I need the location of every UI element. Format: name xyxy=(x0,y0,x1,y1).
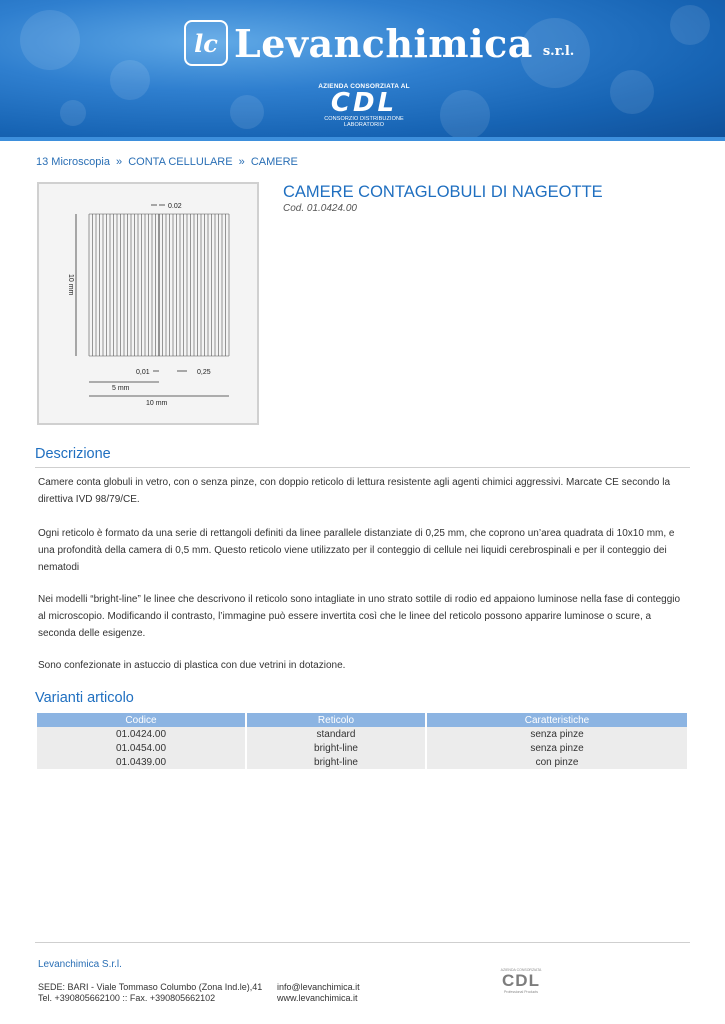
label-d: 10 mm xyxy=(146,400,168,407)
product-code: Cod. 01.0424.00 xyxy=(283,203,357,214)
banner-underline xyxy=(0,137,725,141)
consortium-top-text: AZIENDA CONSORZIATA AL xyxy=(318,83,410,90)
product-image xyxy=(37,182,259,425)
table-header-row xyxy=(37,713,687,727)
table-cell-code: 01.0424.00 xyxy=(37,727,245,741)
product-title: CAMERE CONTAGLOBULI DI NAGEOTTE xyxy=(283,183,603,201)
description-paragraph: Camere conta globuli in vetro, con o senza pinze, con doppio reticolo di lettura resistente agli agenti chimici aggressivi. Marcate CE secondo la direttiva IVD 98/79/CE. xyxy=(38,477,671,505)
decor-bubble xyxy=(110,60,150,100)
decor-bubble xyxy=(60,100,86,126)
breadcrumb-separator: » xyxy=(116,156,123,168)
breadcrumb-link-microscopia[interactable]: 13 Microscopia xyxy=(36,156,110,168)
footer-email-link[interactable]: info@levanchimica.it xyxy=(277,982,360,992)
breadcrumb-separator: » xyxy=(238,156,245,168)
footer-logo-text: CDL xyxy=(502,971,540,990)
table-cell-reticolo: bright-line xyxy=(247,755,425,769)
decor-bubble xyxy=(440,90,490,140)
header-banner xyxy=(0,0,725,140)
table-row xyxy=(37,727,687,741)
description-heading: Descrizione xyxy=(35,446,111,462)
footer-logo-top: AZIENDA CONSORZIATA xyxy=(500,968,542,972)
table-cell-features: senza pinze xyxy=(427,727,687,741)
column-header-caratteristiche: Caratteristiche xyxy=(427,713,687,727)
decor-bubble xyxy=(20,10,80,70)
table-row xyxy=(37,755,687,769)
table-row xyxy=(37,741,687,755)
table-cell-reticolo: bright-line xyxy=(247,741,425,755)
decor-bubble xyxy=(230,95,264,129)
label-top: 0.02 xyxy=(168,203,182,210)
company-logo[interactable] xyxy=(184,20,574,66)
label-b: 0,25 xyxy=(197,369,211,376)
description-paragraph: Ogni reticolo è formato da una serie di rettangoli definiti da linee parallele distanziate di 0,25 mm, che coprono un’area quadrata di 10x10 mm, e una profondità della camera di 0,5 mm. Questo reticolo viene utilizzato per il conteggio di cellule nei liquidi cerebrospinali e per il conteggio dei nematodi xyxy=(38,528,675,573)
consortium-logo xyxy=(316,83,412,128)
footer-company-name: Levanchimica S.r.l. xyxy=(38,959,122,970)
variants-heading: Varianti articolo xyxy=(35,690,134,706)
breadcrumb-link-conta-cellulare[interactable]: CONTA CELLULARE xyxy=(128,156,233,168)
grid-diagram xyxy=(39,184,257,423)
footer-cdl-logo xyxy=(498,968,544,994)
footer-website-link[interactable]: www.levanchimica.it xyxy=(277,993,358,1003)
consortium-bottom-text: CONSORZIO DISTRIBUZIONE LABORATORIO xyxy=(324,116,404,128)
footer-divider xyxy=(35,942,690,943)
grid-lines xyxy=(89,214,229,356)
decor-bubble xyxy=(670,5,710,45)
variants-table xyxy=(35,713,689,769)
breadcrumb-link-camere[interactable]: CAMERE xyxy=(250,156,298,168)
description-paragraph: Sono confezionate in astuccio di plastica con due vetrini in dotazione. xyxy=(38,660,346,671)
footer-address: SEDE: BARI - Viale Tommaso Columbo (Zona Ind.le),41 xyxy=(38,982,263,992)
footer-logo-bottom: Professional Products xyxy=(503,990,539,994)
table-cell-reticolo: standard xyxy=(247,727,425,741)
description-paragraph: Nei modelli “bright-line” le linee che descrivono il reticolo sono intagliate in uno strato sottile di rodio ed appaiono luminose nella fase di conteggio al microscopio. Modificando il contrasto, l’immagine può essere invertita così che le linee del reticolo possono apparire luminose o scure, a seconda delle esigenze. xyxy=(38,594,681,639)
logo-name: Levanchimica xyxy=(234,20,533,66)
logo-suffix: s.r.l. xyxy=(542,43,575,59)
section-divider xyxy=(35,467,690,468)
table-cell-features: con pinze xyxy=(427,755,687,769)
column-header-reticolo: Reticolo xyxy=(247,713,425,727)
column-header-codice: Codice xyxy=(37,713,245,727)
label-a: 0,01 xyxy=(136,369,150,376)
decor-bubble xyxy=(610,70,654,114)
label-c: 5 mm xyxy=(112,385,130,392)
footer-phone: Tel. +390805662100 :: Fax. +390805662102 xyxy=(38,993,216,1003)
logo-mark: lc xyxy=(184,20,228,66)
breadcrumb xyxy=(36,156,301,168)
table-cell-code: 01.0439.00 xyxy=(37,755,245,769)
table-cell-code: 01.0454.00 xyxy=(37,741,245,755)
consortium-logo-text: CDL xyxy=(330,88,398,118)
table-cell-features: senza pinze xyxy=(427,741,687,755)
label-side: 10 mm xyxy=(67,274,74,296)
